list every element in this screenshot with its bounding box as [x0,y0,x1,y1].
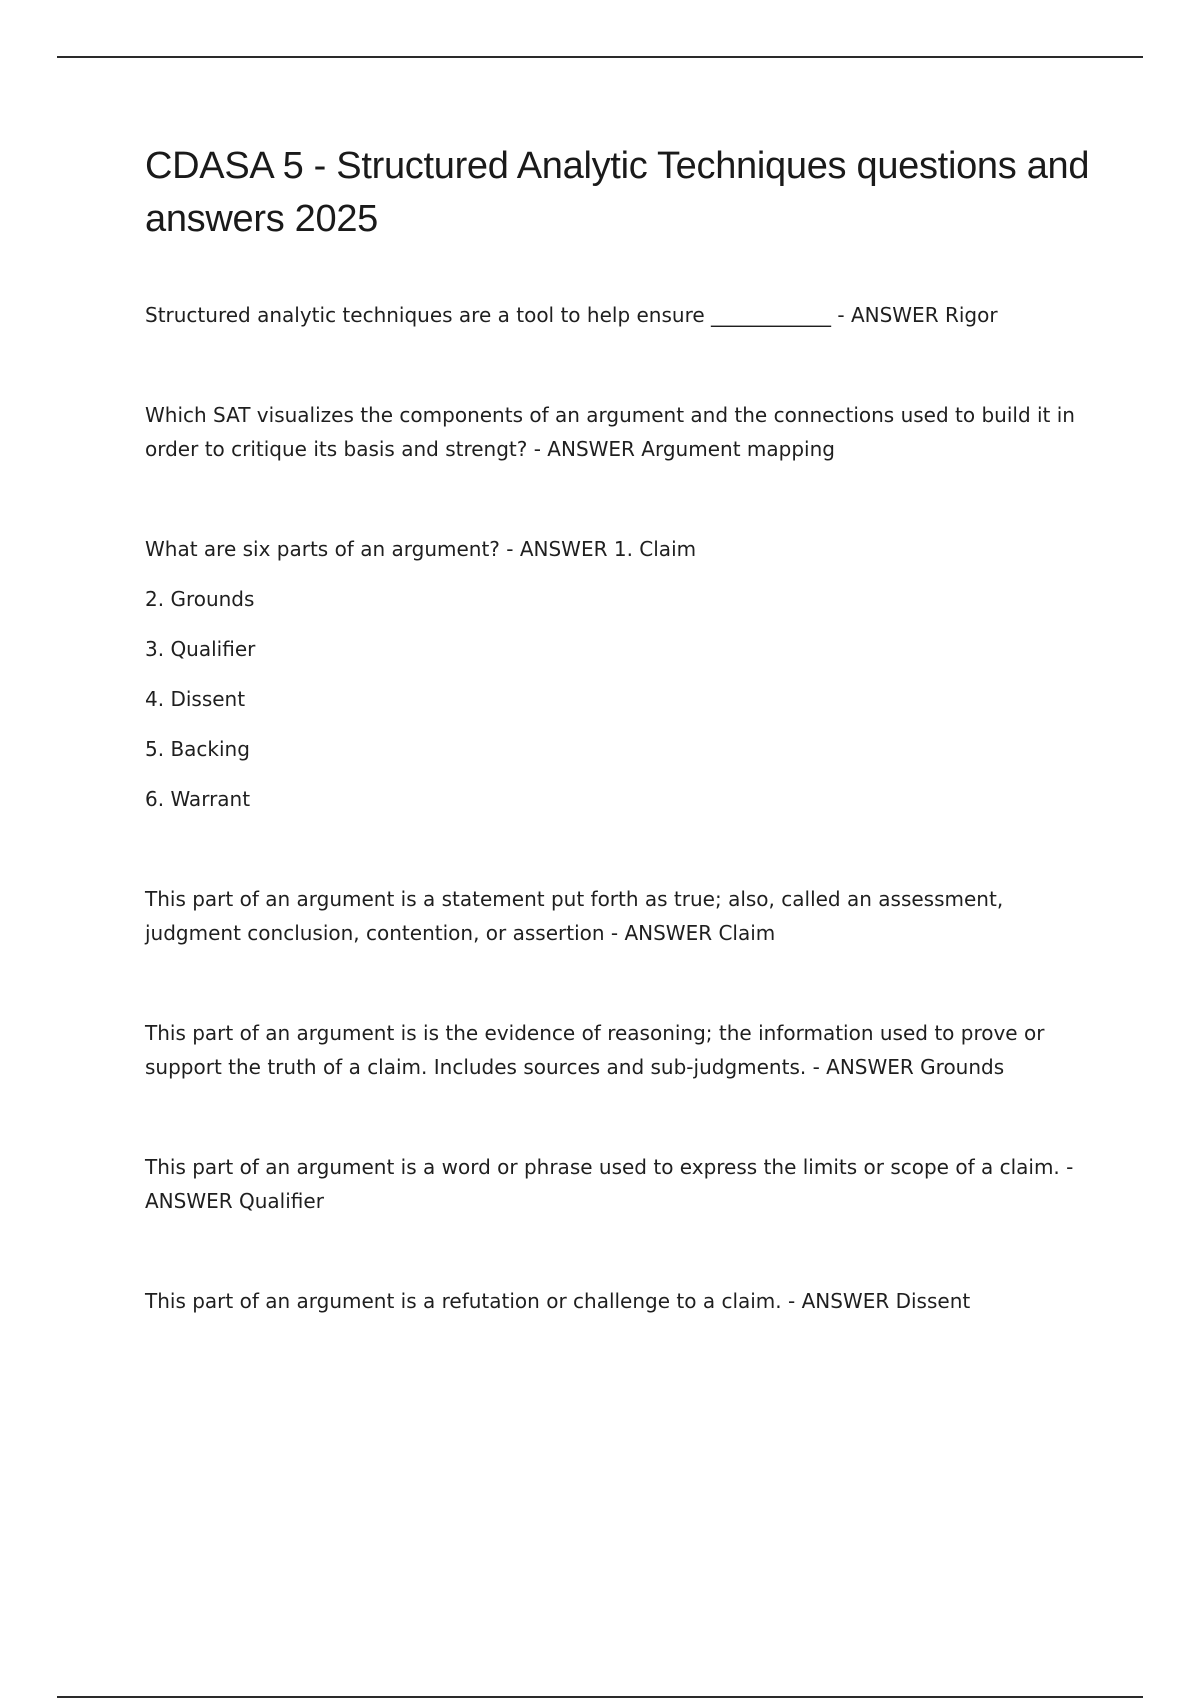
qa-item-5: This part of an argument is is the evidence of reasoning; the information used to prove or support the truth of a claim. Includes sources and sub-judgments. - ANSWER Grounds [145,1021,1045,1079]
qa-item-4: This part of an argument is a statement put forth as true; also, called an assessment, judgment conclusion, contention, or assertion - ANSWER Claim [145,887,1004,945]
list-item-backing: 5. Backing [145,737,250,761]
qa-item-6: This part of an argument is a word or phrase used to express the limits or scope of a claim. - ANSWER Qualifier [145,1155,1074,1213]
qa-item-1: Structured analytic techniques are a tool to help ensure ____________ - ANSWER Rigor [145,303,998,327]
list-item-grounds: 2. Grounds [145,587,255,611]
footer-rule [57,1696,1143,1698]
page-title: CDASA 5 - Structured Analytic Techniques questions and answers 2025 [145,145,1090,240]
list-item-dissent: 4. Dissent [145,687,246,711]
qa-item-2: Which SAT visualizes the components of an argument and the connections used to build it in order to critique its basis and strengt? - ANSWER Argument mapping [145,403,1075,461]
list-item-qualifier: 3. Qualifier [145,637,256,661]
list-item-warrant: 6. Warrant [145,787,251,811]
qa-item-7: This part of an argument is a refutation or challenge to a claim. - ANSWER Dissent [145,1289,971,1313]
qa-item-3: What are six parts of an argument? - ANSWER 1. Claim [145,537,697,561]
header-rule [57,56,1143,58]
document-body [145,140,1105,1318]
